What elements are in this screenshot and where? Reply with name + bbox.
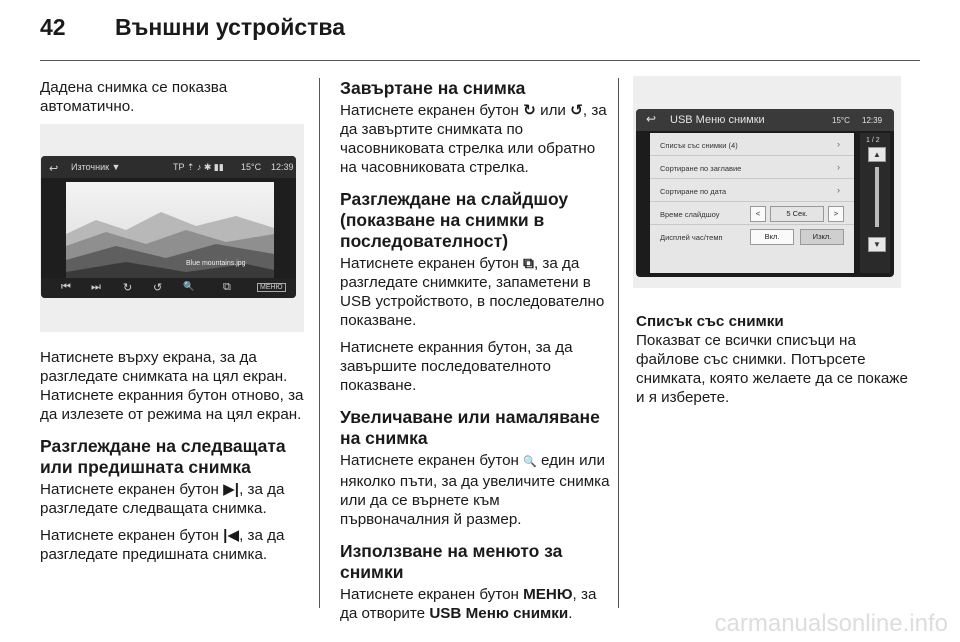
photo-list-text: Показват се всички списъци на файлове със снимки. Потърсете снимката, която желаете да се покаже и я изберете. bbox=[636, 332, 908, 406]
rotate-clockwise-icon[interactable]: ↻ bbox=[123, 282, 133, 294]
menu-button[interactable]: МЕНЮ bbox=[257, 283, 286, 292]
screen-status-bar bbox=[41, 156, 296, 178]
photo-menu-heading: Използване на менюто за снимки bbox=[340, 541, 563, 582]
scroll-up-button[interactable]: ▲ bbox=[868, 147, 886, 162]
column-divider-1 bbox=[319, 78, 320, 608]
slideshow-time-value: 5 Сек. bbox=[770, 206, 824, 222]
zoom-text: Натиснете екранен бутон 🔍 един или няколко пъти, за да увеличите снимка или да се върнете към първоначалния й размер. bbox=[340, 452, 610, 528]
previous-icon[interactable]: ⏮ bbox=[61, 281, 71, 293]
clock: 12:39 bbox=[271, 162, 294, 172]
source-selector: Източник ▼ bbox=[71, 162, 121, 172]
increase-button[interactable]: > bbox=[828, 206, 844, 222]
scroll-down-button[interactable]: ▼ bbox=[868, 237, 886, 252]
photo-controls bbox=[41, 278, 296, 298]
list-item[interactable]: Сортиране по заглавие › bbox=[650, 156, 854, 179]
screen-title: USB Меню снимки bbox=[670, 114, 765, 126]
chevron-right-icon: › bbox=[837, 185, 840, 195]
slideshow-icon[interactable]: ⧉ bbox=[223, 281, 231, 293]
rotate-counterclockwise-icon: ↺ bbox=[570, 102, 583, 119]
photo-caption: Blue mountains.jpg bbox=[186, 260, 246, 267]
screen-title-bar bbox=[636, 109, 894, 131]
photo-menu-list bbox=[650, 133, 854, 273]
zoom-heading: Увеличаване или намаляване на снимка bbox=[340, 407, 600, 448]
column-divider-2 bbox=[618, 78, 619, 608]
temperature: 15°C bbox=[832, 116, 850, 125]
status-icons: TP ⇡ ♪ ✱ ▮▮ bbox=[173, 162, 224, 172]
rotate-counterclockwise-icon[interactable]: ↺ bbox=[153, 282, 163, 294]
photo-menu-text: Натиснете екранен бутон МЕНЮ, за да отворите USB Меню снимки. bbox=[340, 586, 597, 622]
temperature: 15°C bbox=[241, 162, 262, 172]
list-item: Време слайдшоу < 5 Сек. > bbox=[650, 202, 854, 225]
clock: 12:39 bbox=[862, 116, 883, 125]
zoom-icon: 🔍 bbox=[523, 456, 537, 468]
usb-photo-menu-label: USB Меню снимки bbox=[429, 605, 569, 622]
header-rule bbox=[40, 60, 920, 61]
slideshow-end-text: Натиснете екранния бутон, за да завършите последователното показване. bbox=[340, 339, 573, 394]
next-text: Натиснете екранен бутон ▶|, за да разгледате следващата снимка. bbox=[40, 481, 285, 517]
watermark: carmanualsonline.info bbox=[714, 610, 948, 637]
slideshow-heading: Разглеждане на слайдшоу (показване на снимки в последователност) bbox=[340, 189, 569, 251]
right-column bbox=[636, 312, 912, 407]
back-icon: ↩ bbox=[646, 112, 657, 126]
list-item: Дисплей час/темп Вкл. Изкл. bbox=[650, 225, 854, 248]
scrollbar[interactable] bbox=[875, 167, 879, 227]
off-button[interactable]: Изкл. bbox=[800, 229, 844, 245]
left-column bbox=[40, 78, 308, 116]
prev-text: Натиснете екранен бутон |◀, за да разгледате предишната снимка. bbox=[40, 527, 285, 563]
chevron-right-icon: › bbox=[837, 139, 840, 149]
rotate-text: Натиснете екранен бутон ↻ или ↺, за да завъртите снимката по часовниковата стрелка или обратно на часовниковата стрелка. bbox=[340, 102, 607, 176]
zoom-icon[interactable]: 🔍 bbox=[183, 281, 195, 291]
chevron-right-icon: › bbox=[837, 162, 840, 172]
next-prev-heading: Разглеждане на следващата или предишната снимка bbox=[40, 436, 286, 477]
usb-photo-menu-screenshot bbox=[636, 109, 894, 277]
page-title: Външни устройства bbox=[115, 14, 346, 40]
page-number: 42 bbox=[40, 14, 66, 40]
previous-icon: |◀ bbox=[223, 527, 240, 544]
decrease-button[interactable]: < bbox=[750, 206, 766, 222]
rotate-clockwise-icon: ↻ bbox=[523, 102, 536, 119]
next-icon: ▶| bbox=[223, 481, 240, 498]
rotate-heading: Завъртане на снимка bbox=[340, 78, 526, 98]
on-button[interactable]: Вкл. bbox=[750, 229, 794, 245]
page-indicator: 1 / 2 bbox=[866, 137, 880, 144]
intro-text: Дадена снимка се показва автоматично. bbox=[40, 79, 228, 115]
middle-column bbox=[340, 70, 612, 623]
fullscreen-text: Натиснете върху екрана, за да разгледате снимката на цял екран. Натиснете екранния бутон отново, за да излезете от режима на цял екран. bbox=[40, 349, 304, 423]
left-column-body bbox=[40, 348, 312, 564]
slideshow-text: Натиснете екранен бутон ⧉, за да разгледате снимките, запаметени в USB устройството, в последователно показване. bbox=[340, 255, 605, 329]
photo-list-heading: Списък със снимки bbox=[636, 313, 784, 330]
next-icon[interactable]: ⏭ bbox=[91, 281, 101, 293]
list-item[interactable]: Списък със снимки (4) › bbox=[650, 133, 854, 156]
photo-viewer-screenshot bbox=[41, 156, 296, 298]
back-icon: ↩ bbox=[49, 163, 59, 175]
slideshow-icon: ⧉ bbox=[523, 255, 534, 272]
list-item[interactable]: Сортиране по дата › bbox=[650, 179, 854, 202]
menu-button-label: МЕНЮ bbox=[523, 586, 573, 603]
